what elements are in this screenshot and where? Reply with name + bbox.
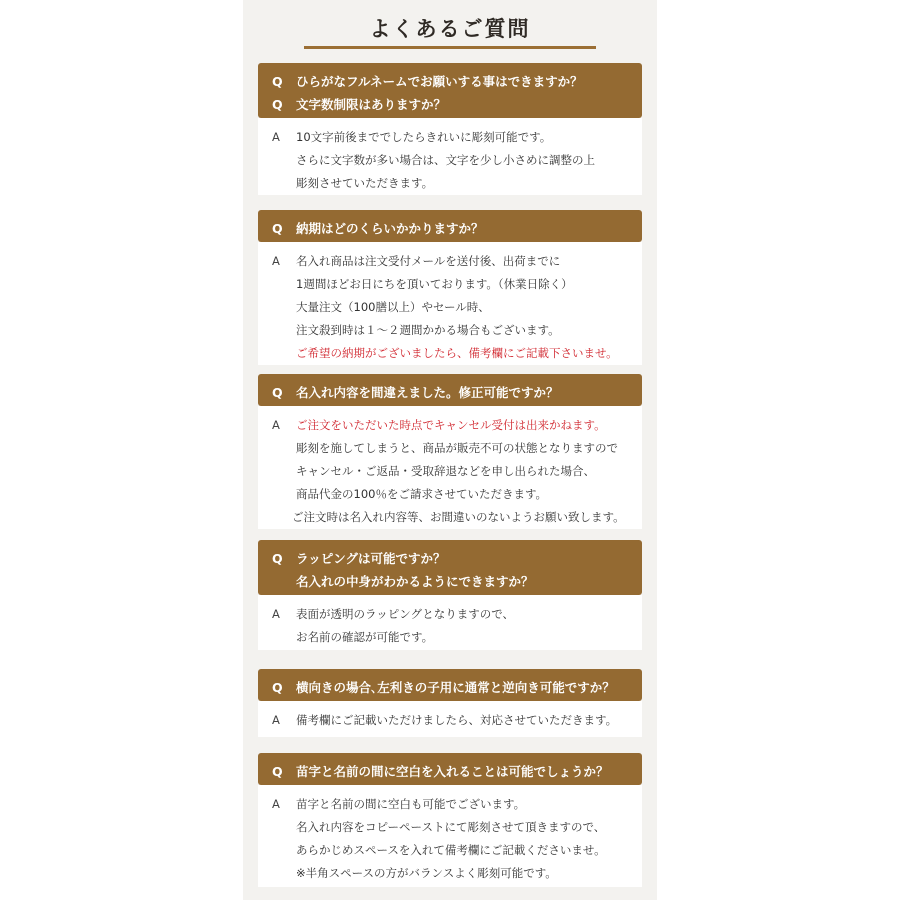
answer-line: キャンセル・ご返品・受取辞退などを申し出られた場合、 bbox=[296, 464, 595, 478]
answer-line: 彫刻させていただきます。 bbox=[296, 176, 434, 190]
question-text: 苗字と名前の間に空白を入れることは可能でしょうか？ bbox=[296, 764, 609, 779]
q-mark: Q bbox=[272, 74, 283, 89]
question-text: ラッピングは可能ですか？ bbox=[296, 551, 446, 566]
answer-line: 注文殺到時は１～２週間かかる場合もございます。 bbox=[296, 323, 560, 337]
faq-item bbox=[258, 753, 642, 887]
answer-line: 名入れ内容をコピーペーストにて彫刻させて頂きますので、 bbox=[296, 820, 606, 834]
answer-line: さらに文字数が多い場合は、文字を少し小さめに調整の上 bbox=[296, 153, 595, 167]
question-header bbox=[258, 374, 642, 406]
a-mark: A bbox=[272, 130, 280, 144]
answer-line: 備考欄にご記載いただけましたら、対応させていただきます。 bbox=[296, 713, 618, 727]
answer-line-highlight: ご注文をいただいた時点でキャンセル受付は出来かねます。 bbox=[296, 418, 606, 432]
answer-line: 大量注文（100膳以上）やセール時、 bbox=[296, 300, 490, 314]
a-mark: A bbox=[272, 797, 280, 811]
answer-line: 商品代金の100％をご請求させていただきます。 bbox=[296, 487, 548, 501]
page-title: よくあるご質問 bbox=[369, 17, 531, 41]
answer-line: あらかじめスペースを入れて備考欄にご記載くださいませ。 bbox=[296, 843, 606, 857]
faq-item bbox=[258, 540, 642, 650]
faq-item bbox=[258, 63, 642, 195]
a-mark: A bbox=[272, 418, 280, 432]
question-header bbox=[258, 63, 642, 118]
answer-line: 苗字と名前の間に空白も可能でございます。 bbox=[296, 797, 526, 811]
q-mark: Q bbox=[272, 385, 283, 400]
answer-line: 10文字前後まででしたらきれいに彫刻可能です。 bbox=[296, 130, 552, 144]
title-underline bbox=[304, 46, 596, 49]
q-mark: Q bbox=[272, 680, 283, 695]
answer-body bbox=[258, 242, 642, 365]
answer-line: 表面が透明のラッピングとなりますので、 bbox=[296, 607, 515, 621]
answer-line: お名前の確認が可能です。 bbox=[296, 630, 434, 644]
question-text: 名入れ内容を間違えました。修正可能ですか？ bbox=[296, 385, 559, 400]
a-mark: A bbox=[272, 607, 280, 621]
answer-line: ※半角スペースの方がバランスよく彫刻可能です。 bbox=[296, 866, 557, 880]
question-header bbox=[258, 210, 642, 242]
question-text: 納期はどのくらいかかりますか？ bbox=[296, 221, 484, 236]
answer-body bbox=[258, 406, 642, 529]
answer-line: ご注文時は名入れ内容等、お間違いのないようお願い致します。 bbox=[292, 510, 625, 524]
q-mark: Q bbox=[272, 97, 283, 112]
answer-line: 1週間ほどお日にちを頂いております。（休業日除く） bbox=[296, 277, 573, 291]
question-text: 名入れの中身がわかるようにできますか？ bbox=[296, 574, 534, 589]
answer-body bbox=[258, 595, 642, 650]
answer-line: 彫刻を施してしまうと、商品が販売不可の状態となりますので bbox=[296, 441, 618, 455]
answer-body bbox=[258, 118, 642, 195]
answer-body bbox=[258, 701, 642, 737]
a-mark: A bbox=[272, 254, 280, 268]
answer-body bbox=[258, 785, 642, 887]
question-header bbox=[258, 669, 642, 701]
question-text: 文字数制限はありますか？ bbox=[296, 97, 447, 112]
question-text: ひらがなフルネームでお願いする事はできますか？ bbox=[296, 74, 583, 89]
q-mark: Q bbox=[272, 221, 283, 236]
question-header bbox=[258, 753, 642, 785]
faq-item bbox=[258, 374, 642, 529]
faq-item bbox=[258, 210, 642, 365]
q-mark: Q bbox=[272, 551, 283, 566]
question-text: 横向きの場合､左利きの子用に通常と逆向き可能ですか？ bbox=[296, 680, 615, 695]
q-mark: Q bbox=[272, 764, 283, 779]
question-header bbox=[258, 540, 642, 595]
a-mark: A bbox=[272, 713, 280, 727]
answer-line-highlight: ご希望の納期がございましたら、備考欄にご記載下さいませ。 bbox=[296, 346, 618, 360]
faq-panel bbox=[243, 0, 657, 900]
faq-item bbox=[258, 669, 642, 737]
answer-line: 名入れ商品は注文受付メールを送付後、出荷までに bbox=[296, 254, 561, 268]
